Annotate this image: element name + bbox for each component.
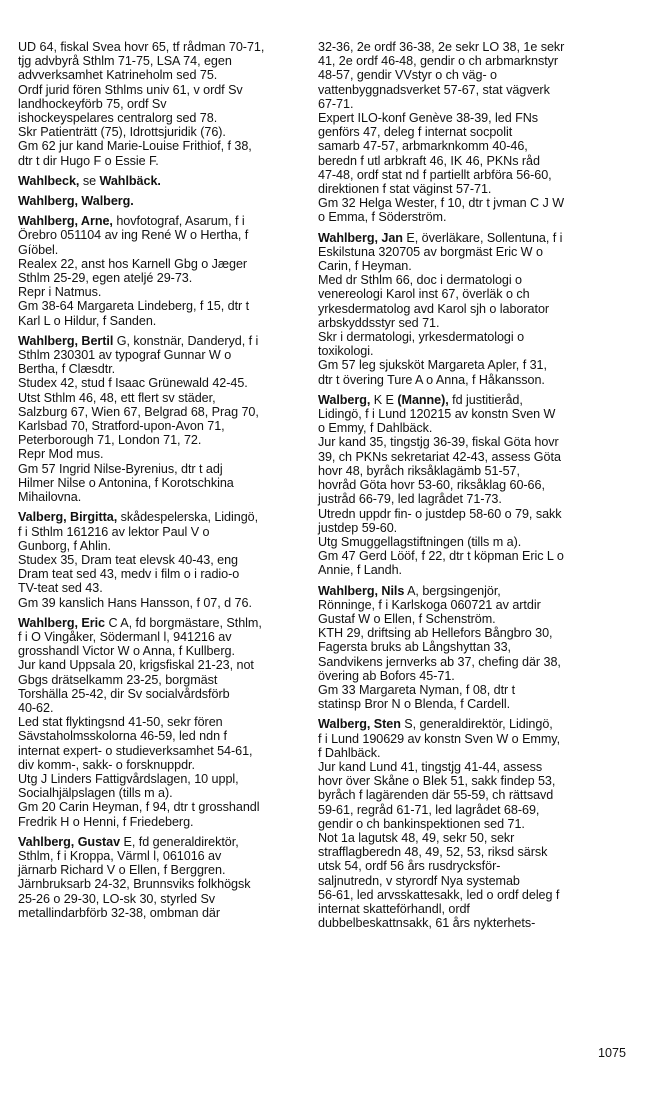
entry-line: Realex 22, anst hos Karnell Gbg o Jæger xyxy=(18,256,248,271)
directory-entry xyxy=(18,835,304,920)
entry-line: Gm 33 Margareta Nyman, f 08, dtr t xyxy=(318,682,516,697)
entry-name-rest: K E xyxy=(370,392,398,407)
entry-line: Sthlm, f i Kroppa, Värml l, 061016 av xyxy=(18,848,222,863)
entry-text: E, fd generaldirektör, xyxy=(120,834,239,849)
entry-line: Hilmer Nilse o Antonina, f Korotschkina xyxy=(18,475,234,490)
entry-name: Wahlberg, Bertil xyxy=(18,333,114,348)
entry-line: samarb 47-57, arbmarknkomm 40-46, xyxy=(318,139,528,154)
entry-line: Ordf jurid fören Sthlms univ 61, v ordf Sv xyxy=(18,82,243,97)
entry-line: dtr t dir Hugo F o Essie F. xyxy=(18,153,159,168)
entry-line: Gm 39 kanslich Hans Hansson, f 07, d 76. xyxy=(18,595,252,610)
entry-line: Not 1a lagutsk 48, 49, sekr 50, sekr xyxy=(318,830,515,845)
entry-line: Gm 32 Helga Wester, f 10, dtr t jvman C J W xyxy=(318,196,565,211)
entry-line: 25-26 o 29-30, LO-sk 30, styrled Sv xyxy=(18,891,216,906)
entry-line: f i Sthlm 161216 av lektor Paul V o xyxy=(18,524,210,539)
entry-name: Wahlberg, Jan xyxy=(318,230,403,245)
entry-heading-line xyxy=(318,584,650,598)
entry-name-rest: se xyxy=(79,173,100,188)
entry-name: Wahlberg, Eric xyxy=(18,615,106,630)
directory-entry xyxy=(18,194,304,208)
left-column xyxy=(18,40,304,926)
entry-name: Valberg, Birgitta, xyxy=(18,510,118,525)
entry-line: Repr i Natmus. xyxy=(18,285,102,300)
entry-line: o Emmy, f Dahlbäck. xyxy=(318,421,433,436)
entry-line: justdep 59-60. xyxy=(318,520,398,535)
directory-entry xyxy=(318,231,650,387)
entry-line: Utg Smuggellagstiftningen (tills m a). xyxy=(318,534,522,549)
entry-heading-line xyxy=(318,231,650,245)
entry-line: Skr Patienträtt (75), Idrottsjuridik (76). xyxy=(18,125,226,140)
entry-line: Utg J Linders Fattigvårdslagen, 10 uppl, xyxy=(18,771,239,786)
entry-line: Gm 57 leg sjuksköt Margareta Apler, f 31, xyxy=(318,358,547,373)
entry-line: genförs 47, deleg f internat socpolit xyxy=(318,125,513,140)
entry-heading-line xyxy=(318,393,650,407)
entry-line: ishockeyspelares centralorg sed 78. xyxy=(18,111,218,126)
entry-name: Walberg, xyxy=(318,392,371,407)
entry-text: skådespelerska, Lidingö, xyxy=(117,510,259,525)
entry-line: Sävstaholmsskolorna 46-59, led ndn f xyxy=(18,729,227,744)
entry-text: hovfotograf, Asarum, f i xyxy=(112,214,245,229)
entry-line: grosshandl Victor W o Anna, f Kullberg. xyxy=(18,644,235,659)
entry-line: Karlsbad 70, Stratford-upon-Avon 71, xyxy=(18,419,225,434)
entry-line: Utredn uppdr fin- o justdep 58-60 o 79, sakk xyxy=(318,506,562,521)
entry-line: yrkesdermatolog avd Karol sjh o laborator xyxy=(318,301,550,316)
entry-line: advverksamhet Katrineholm sed 75. xyxy=(18,68,218,83)
page-number: 1075 xyxy=(597,1046,626,1060)
entry-heading-line xyxy=(18,510,304,524)
entry-line: Eskilstuna 320705 av borgmäst Eric W o xyxy=(318,244,543,259)
entry-line: Salzburg 67, Wien 67, Belgrad 68, Prag 70, xyxy=(18,404,259,419)
directory-entry xyxy=(318,717,650,930)
entry-line: toxikologi. xyxy=(318,344,374,359)
entry-name: Wahlberg, Arne, xyxy=(18,214,113,229)
entry-line: 39, ch PKNs sekretariat 42-43, assess Göta xyxy=(318,449,561,464)
entry-text: A, bergsingenjör, xyxy=(404,583,501,598)
entry-line: Gíöbel. xyxy=(18,242,59,257)
directory-entry xyxy=(318,393,650,578)
directory-entry xyxy=(18,334,304,504)
entry-name: Wahlbeck, xyxy=(18,173,80,188)
entry-line: TV-teat sed 43. xyxy=(18,581,103,596)
directory-entry xyxy=(18,616,304,829)
entry-line: 32-36, 2e ordf 36-38, 2e sekr LO 38, 1e sekr xyxy=(318,40,565,54)
entry-text: S, generaldirektör, Lidingö, xyxy=(400,717,553,732)
entry-heading-line xyxy=(18,174,304,188)
entry-line: Gm 20 Carin Heyman, f 94, dtr t grosshandl xyxy=(18,800,260,815)
entry-heading-line xyxy=(18,835,304,849)
entry-line: venereologi Karol inst 67, överläk o ch xyxy=(318,287,530,302)
entry-line: Gunborg, f Ahlin. xyxy=(18,538,111,553)
entry-line: Mihailovna. xyxy=(18,490,82,505)
entry-line: f Dahlbäck. xyxy=(318,745,381,760)
entry-line: internat expert- o studieverksamhet 54-61, xyxy=(18,743,253,758)
entry-line: Dram teat sed 43, medv i film o i radio-o xyxy=(18,567,240,582)
entry-line: Gm 38-64 Margareta Lindeberg, f 15, dtr t xyxy=(18,299,250,314)
entry-text: G, konstnär, Danderyd, f i xyxy=(113,333,259,348)
entry-line: hovr över Skåne o Blek 51, sakk findep 53, xyxy=(318,774,556,789)
directory-entry xyxy=(18,214,304,328)
entry-line: 40-62. xyxy=(18,700,54,715)
entry-line: Bertha, f Clæsdtr. xyxy=(18,362,116,377)
entry-line: byråch f lagärenden där 55-59, ch rättsavd xyxy=(318,788,554,803)
entry-line: 47-48, ordf stat nd f partiellt arbföra 56-60, xyxy=(318,167,552,182)
entry-name: Wahlberg, Walberg. xyxy=(18,194,134,209)
entry-line: Gm 62 jur kand Marie-Louise Frithiof, f 38, xyxy=(18,139,252,154)
entry-line: Gm 47 Gerd Lööf, f 22, dtr t köpman Eric L o xyxy=(318,549,564,564)
entry-line: Karl L o Hildur, f Sanden. xyxy=(18,313,157,328)
entry-line: Utst Sthlm 46, 48, ett flert sv städer, xyxy=(18,390,216,405)
entry-line: Jur kand Uppsala 20, krigsfiskal 21-23, not xyxy=(18,658,254,673)
entry-line: 41, 2e ordf 46-48, gendir o ch arbmarknstyr xyxy=(318,54,559,69)
entry-line: Expert ILO-konf Genève 38-39, led FNs xyxy=(318,111,539,126)
entry-line: järnarb Richard V o Ellen, f Berggren. xyxy=(18,863,226,878)
entry-line: Sthlm 25-29, egen ateljé 29-73. xyxy=(18,271,193,286)
entry-line: metallindarbförb 32-38, ombman där xyxy=(18,905,221,920)
entry-line: internat skatteförhandl, ordf xyxy=(318,901,470,916)
entry-line: Skr i dermatologi, yrkesdermatologi o xyxy=(318,330,525,345)
entry-line: Jur kand Lund 41, tingstjg 41-44, assess xyxy=(318,759,543,774)
entry-name: Wahlberg, Nils xyxy=(318,583,405,598)
entry-line: Jur kand 35, tingstjg 36-39, fiskal Göta hovr xyxy=(318,435,559,450)
entry-line: statinsp Bror N o Blenda, f Cardell. xyxy=(318,697,511,712)
entry-line: Torshälla 25-42, dir Sv socialvårdsförb xyxy=(18,686,230,701)
entry-line: f i Lund 190629 av konstn Sven W o Emmy, xyxy=(318,731,561,746)
entry-line: hovr 48, byråch riksåklagämb 51-57, xyxy=(318,463,520,478)
entry-line: Gm 57 Ingrid Nilse-Byrenius, dtr t adj xyxy=(18,461,223,476)
entry-line: 48-57, gendir VVstyr o ch väg- o xyxy=(318,68,498,83)
directory-entry xyxy=(18,40,304,168)
entry-line: dubbelbeskattnsakk, 61 års nykterhets- xyxy=(318,916,536,931)
entry-heading-line xyxy=(18,616,304,630)
entry-line: tjg advbyrå Sthlm 71-75, LSA 74, egen xyxy=(18,54,232,69)
entry-line: 67-71. xyxy=(318,96,354,111)
entry-line: Carin, f Heyman. xyxy=(318,259,412,274)
entry-line: dtr t övering Ture A o Anna, f Håkansson. xyxy=(318,372,545,387)
entry-line: Järnbruksarb 24-32, Brunnsviks folkhögsk xyxy=(18,877,251,892)
entry-line: UD 64, fiskal Svea hovr 65, tf rådman 70-71, xyxy=(18,40,265,54)
directory-entry xyxy=(318,584,650,712)
entry-line: Gustaf W o Ellen, f Schenström. xyxy=(318,611,496,626)
entry-line: Fredrik H o Henni, f Friedeberg. xyxy=(18,814,194,829)
entry-line: gendir o ch bankinspektionen sed 71. xyxy=(318,816,525,831)
entry-line: Peterborough 71, London 71, 72. xyxy=(18,433,202,448)
entry-heading-line xyxy=(318,717,650,731)
entry-line: arbskyddsstyr sed 71. xyxy=(318,315,440,330)
entry-line: landhockeyförb 75, ordf Sv xyxy=(18,96,167,111)
entry-line: Repr Mod mus. xyxy=(18,447,104,462)
entry-line: Rönninge, f i Karlskoga 060721 av artdir xyxy=(318,597,541,612)
directory-entry xyxy=(318,40,650,225)
entry-line: strafflagberedn 48, 49, 52, 53, riksd särsk xyxy=(318,845,548,860)
entry-line: Gbgs drätselkamm 23-25, borgmäst xyxy=(18,672,218,687)
directory-entry xyxy=(18,510,304,609)
entry-line: Studex 35, Dram teat elevsk 40-43, eng xyxy=(18,552,239,567)
entry-line: hovråd Göta hovr 53-60, riksåklag 60-66, xyxy=(318,478,545,493)
directory-entry xyxy=(18,174,304,188)
entry-line: utsk 54, ordf 56 års rusdrycksför- xyxy=(318,859,501,874)
entry-line: KTH 29, driftsing ab Hellefors Bångbro 30, xyxy=(318,626,553,641)
entry-line: Studex 42, stud f Isaac Grünewald 42-45. xyxy=(18,376,248,391)
entry-line: Socialhjälpslagen (tills m a). xyxy=(18,786,173,801)
entry-heading-line xyxy=(18,214,304,228)
entry-line: 59-61, regråd 61-71, led lagrådet 68-69, xyxy=(318,802,540,817)
entry-line: Örebro 051104 av ing René W o Hertha, f xyxy=(18,228,249,243)
entry-line: Annie, f Landh. xyxy=(318,563,402,578)
right-column xyxy=(318,40,650,936)
entry-line: Sandvikens jernverks ab 37, chefing där 38, xyxy=(318,654,561,669)
entry-line: o Emma, f Söderström. xyxy=(318,210,447,225)
entry-text: C A, fd borgmästare, Sthlm, xyxy=(105,615,262,630)
entry-heading-line xyxy=(18,194,304,208)
entry-line: 56-61, led arvsskattesakk, led o ordf deleg f xyxy=(318,887,560,902)
entry-text: fd justitieråd, xyxy=(448,392,523,407)
entry-line: Fagersta bruks ab Långshyttan 33, xyxy=(318,640,511,655)
entry-line: saljnutredn, v styrordf Nya systemab xyxy=(318,873,520,888)
entry-line: Sthlm 230301 av typograf Gunnar W o xyxy=(18,348,232,363)
entry-text: E, överläkare, Sollentuna, f i xyxy=(402,230,563,245)
entry-name: Walberg, Sten xyxy=(318,717,401,732)
entry-line: div komm-, sakk- o forsknuppdr. xyxy=(18,757,195,772)
entry-line: direktionen f stat väginst 57-71. xyxy=(318,182,492,197)
entry-line: vattenbyggnadsverket 57-67, stat vägverk xyxy=(318,82,550,97)
entry-name-secondary: Wahlbäck. xyxy=(99,173,161,188)
entry-line: beredn f utl arbkraft 46, IK 46, PKNs råd xyxy=(318,153,540,168)
entry-name-secondary: (Manne), xyxy=(397,392,449,407)
entry-line: f i O Vingåker, Södermanl l, 941216 av xyxy=(18,629,232,644)
entry-line: Med dr Sthlm 66, doc i dermatologi o xyxy=(318,273,522,288)
entry-name: Vahlberg, Gustav xyxy=(18,834,121,849)
entry-line: Lidingö, f i Lund 120215 av konstn Sven W xyxy=(318,407,556,422)
entry-line: Led stat flyktingsnd 41-50, sekr fören xyxy=(18,715,223,730)
entry-line: övering ab Bofors 45-71. xyxy=(318,668,455,683)
entry-line: justråd 66-79, led lagrådet 71-73. xyxy=(318,492,502,507)
entry-heading-line xyxy=(18,334,304,348)
